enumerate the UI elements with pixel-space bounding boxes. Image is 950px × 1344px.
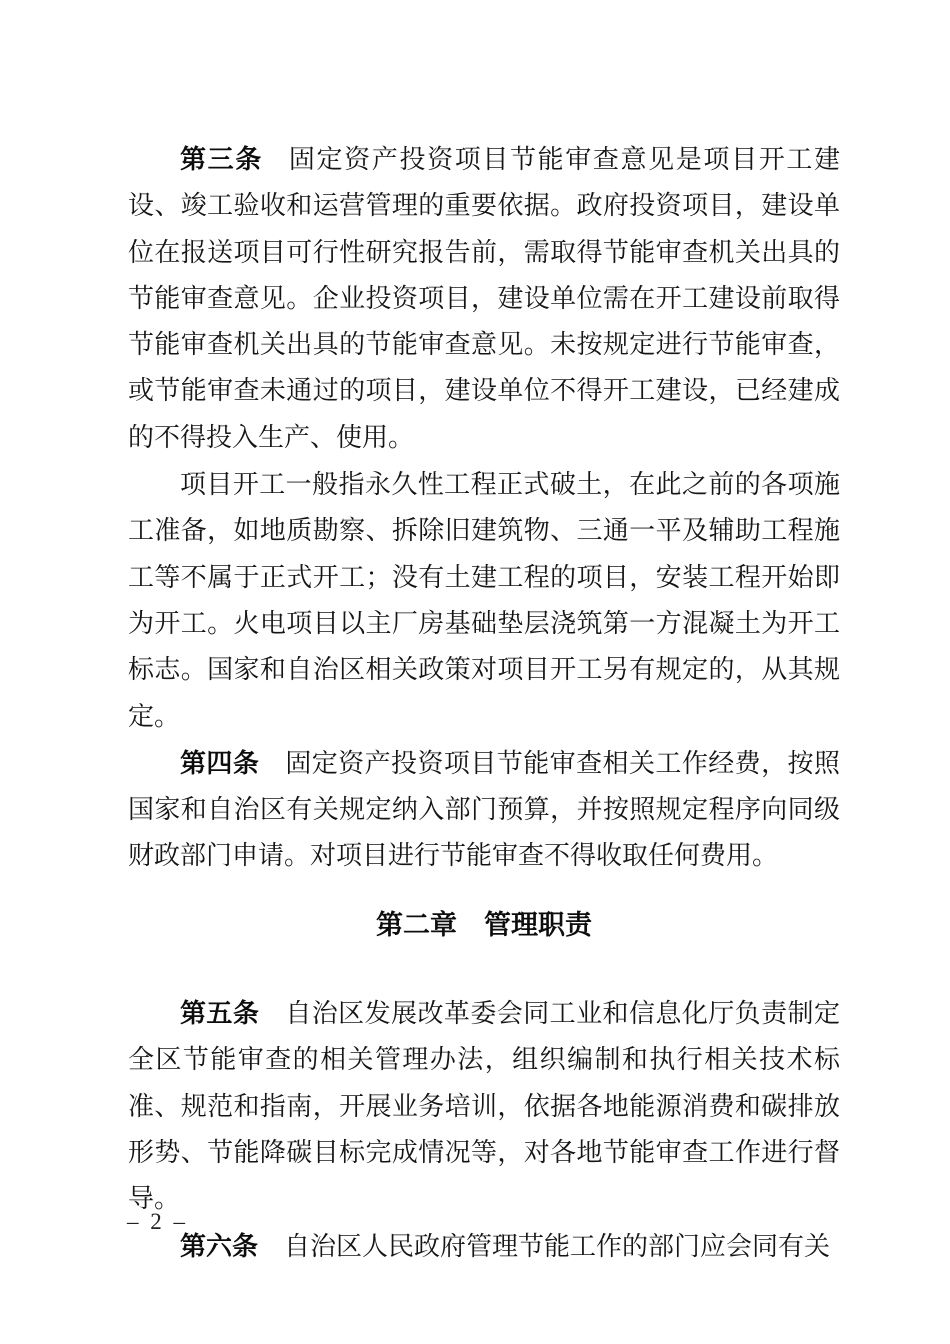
article-3-label: 第三条 — [180, 144, 263, 174]
paragraph-article-5 — [128, 990, 840, 1222]
chapter-2-title: 管理职责 — [484, 909, 592, 940]
paragraph-article-6 — [128, 1223, 840, 1270]
page-number: – 2 – — [127, 1209, 188, 1234]
chapter-2-heading — [128, 902, 840, 948]
article-4-text: 固定资产投资项目节能审查相关工作经费，按照国家和自治区有关规定纳入部门预算，并按照规定程序向同级财政部门申请。对项目进行节能审查不得收取任何费用。 — [128, 748, 840, 871]
paragraph-article-3 — [128, 136, 840, 461]
paragraph-2-text: 项目开工一般指永久性工程正式破土，在此之前的各项施工准备，如地质勘察、拆除旧建筑物、三通一平及辅助工程施工等不属于正式开工；没有土建工程的项目，安装工程开始即为开工。火电项目以主厂房基础垫层浇筑第一方混凝土为开工标志。国家和自治区相关政策对项目开工另有规定的，从其规定。 — [128, 470, 840, 731]
document-body — [128, 136, 840, 1270]
paragraph-project-start-definition — [128, 461, 840, 740]
article-6-text: 自治区人民政府管理节能工作的部门应会同有关 — [284, 1231, 831, 1261]
article-5-label: 第五条 — [180, 998, 260, 1029]
article-3-text: 固定资产投资项目节能审查意见是项目开工建设、竣工验收和运营管理的重要依据。政府投资项目，建设单位在报送项目可行性研究报告前，需取得节能审查机关出具的节能审查意见。企业投资项目，建设单位需在开工建设前取得节能审查机关出具的节能审查意见。未按规定进行节能审查，或节能审查未通过的项目，建设单位不得开工建设，已经建成的不得投入生产、使用。 — [128, 145, 840, 452]
article-6-label: 第六条 — [180, 1230, 259, 1261]
chapter-2-number: 第二章 — [376, 909, 457, 940]
article-5-text: 自治区发展改革委会同工业和信息化厅负责制定全区节能审查的相关管理办法，组织编制和执行相关技术标准、规范和指南，开展业务培训，依据各地能源消费和碳排放形势、节能降碳目标完成情况等，对各地节能审查工作进行督导。 — [128, 999, 840, 1214]
article-4-label: 第四条 — [180, 747, 260, 778]
paragraph-article-4 — [128, 740, 840, 880]
